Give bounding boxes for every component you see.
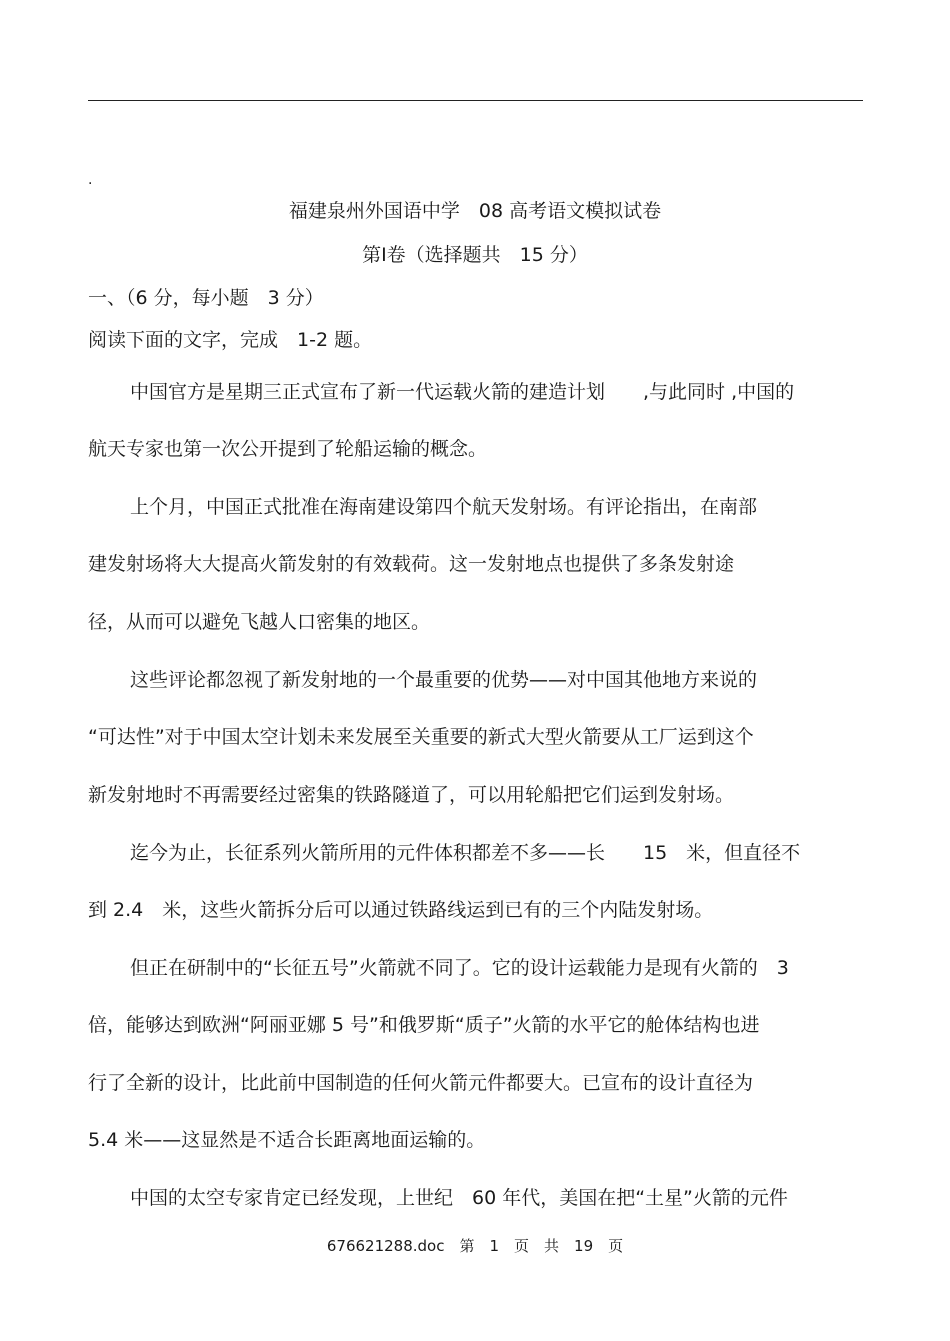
paragraph-line: 迄今为止，长征系列火箭所用的元件体积都差不多——长 15 米，但直径不 bbox=[130, 842, 801, 864]
paragraph-line: 这些评论都忽视了新发射地的一个最重要的优势——对中国其他地方来说的 bbox=[130, 669, 758, 691]
page-footer: 676621288.doc 第 1 页 共 19 页 bbox=[326, 1237, 624, 1255]
paragraph-line: 中国官方是星期三正式宣布了新一代运载火箭的建造计划 ,与此同时 ,中国的 bbox=[130, 381, 795, 403]
section-heading: 一、（6 分，每小题 3 分） bbox=[88, 287, 324, 309]
paragraph-line: 航天专家也第一次公开提到了轮船运输的概念。 bbox=[88, 438, 488, 460]
paragraph-line: 到 2.4 米，这些火箭拆分后可以通过铁路线运到已有的三个内陆发射场。 bbox=[88, 899, 714, 921]
reading-instruction: 阅读下面的文字，完成 1-2 题。 bbox=[88, 329, 373, 351]
paragraph-line: 新发射地时不再需要经过密集的铁路隧道了，可以用轮船把它们运到发射场。 bbox=[88, 784, 735, 806]
paragraph-line: “可达性”对于中国太空计划未来发展至关重要的新式大型火箭要从工厂运到这个 bbox=[88, 726, 754, 748]
paragraph-line: 径，从而可以避免飞越人口密集的地区。 bbox=[88, 611, 431, 633]
paragraph-line: 行了全新的设计，比此前中国制造的任何火箭元件都要大。已宣布的设计直径为 bbox=[88, 1072, 754, 1094]
document-title: 福建泉州外国语中学 08 高考语文模拟试卷 bbox=[288, 200, 662, 222]
paragraph-line: 5.4 米——这显然是不适合长距离地面运输的。 bbox=[88, 1129, 486, 1151]
header-rule bbox=[88, 100, 863, 101]
paragraph-line: 倍，能够达到欧洲“阿丽亚娜 5 号”和俄罗斯“质子”火箭的水平它的舱体结构也进 bbox=[88, 1014, 760, 1036]
paragraph-line: 但正在研制中的“长征五号”火箭就不同了。它的设计运载能力是现有火箭的 3 bbox=[130, 957, 789, 979]
paragraph-line: 建发射场将大大提高火箭发射的有效载荷。这一发射地点也提供了多条发射途 bbox=[88, 553, 735, 575]
paragraph-line: 中国的太空专家肯定已经发现，上世纪 60 年代，美国在把“土星”火箭的元件 bbox=[130, 1187, 788, 1209]
paragraph-line: 上个月，中国正式批准在海南建设第四个航天发射场。有评论指出，在南部 bbox=[130, 496, 758, 518]
header-dot: . bbox=[88, 172, 93, 188]
document-subtitle: 第Ⅰ卷（选择题共 15 分） bbox=[362, 244, 588, 266]
